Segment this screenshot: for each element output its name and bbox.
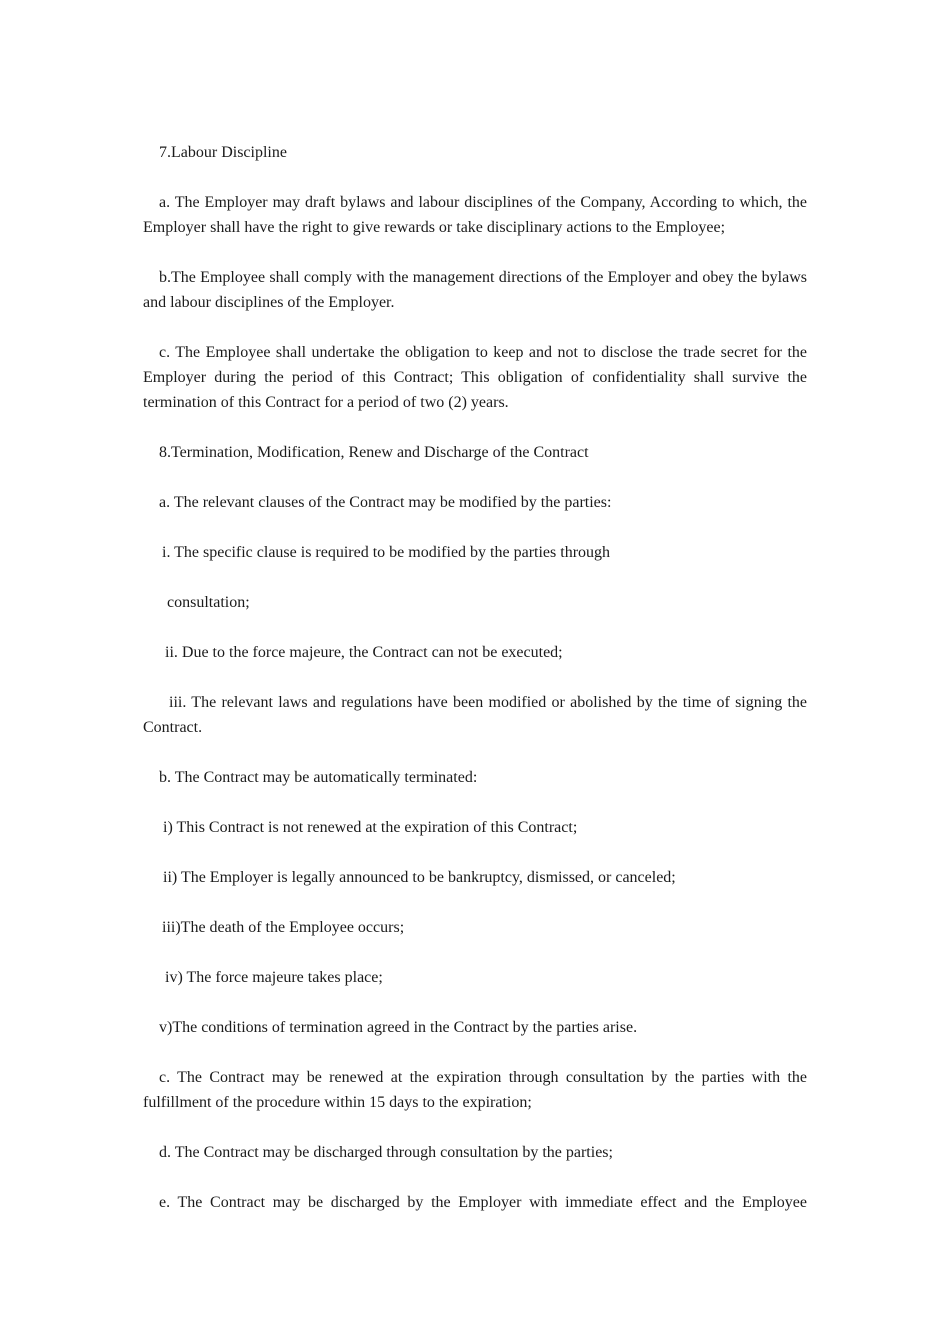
paragraph: 7.Labour Discipline xyxy=(159,144,287,161)
paragraph: 8.Termination, Modification, Renew and Discharge of the Contract xyxy=(159,444,589,461)
paragraph: a. The Employer may draft bylaws and labour disciplines of the Company, According to which, the Employer shall have the right to give rewards or take disciplinary actions to the Employee; xyxy=(143,194,807,236)
paragraph: b. The Contract may be automatically terminated: xyxy=(159,769,478,786)
paragraph: e. The Contract may be discharged by the Employer with immediate effect and the Employee xyxy=(159,1194,807,1211)
paragraph: c. The Employee shall undertake the obligation to keep and not to disclose the trade secret for the Employer during the period of this Contract; This obligation of confidentiality shall survive the termination of this Contract for a period of two (2) years. xyxy=(143,344,807,411)
paragraph: iv) The force majeure takes place; xyxy=(165,969,383,986)
paragraph: iii)The death of the Employee occurs; xyxy=(162,919,405,936)
paragraph: v)The conditions of termination agreed in the Contract by the parties arise. xyxy=(159,1019,638,1036)
paragraph: a. The relevant clauses of the Contract may be modified by the parties: xyxy=(159,494,612,511)
paragraph: d. The Contract may be discharged through consultation by the parties; xyxy=(159,1144,613,1161)
paragraph: consultation; xyxy=(167,594,250,611)
paragraph: c. The Contract may be renewed at the expiration through consultation by the parties with the fulfillment of the procedure within 15 days to the expiration; xyxy=(143,1069,807,1111)
paragraph: i) This Contract is not renewed at the expiration of this Contract; xyxy=(163,819,578,836)
paragraph: ii) The Employer is legally announced to be bankruptcy, dismissed, or canceled; xyxy=(163,869,676,886)
paragraph: i. The specific clause is required to be modified by the parties through xyxy=(162,544,611,561)
document-body xyxy=(143,140,807,1240)
paragraph: ii. Due to the force majeure, the Contract can not be executed; xyxy=(165,644,563,661)
paragraph: iii. The relevant laws and regulations have been modified or abolished by the time of signing the Contract. xyxy=(143,694,807,736)
paragraph: b.The Employee shall comply with the management directions of the Employer and obey the bylaws and labour disciplines of the Employer. xyxy=(143,269,807,311)
